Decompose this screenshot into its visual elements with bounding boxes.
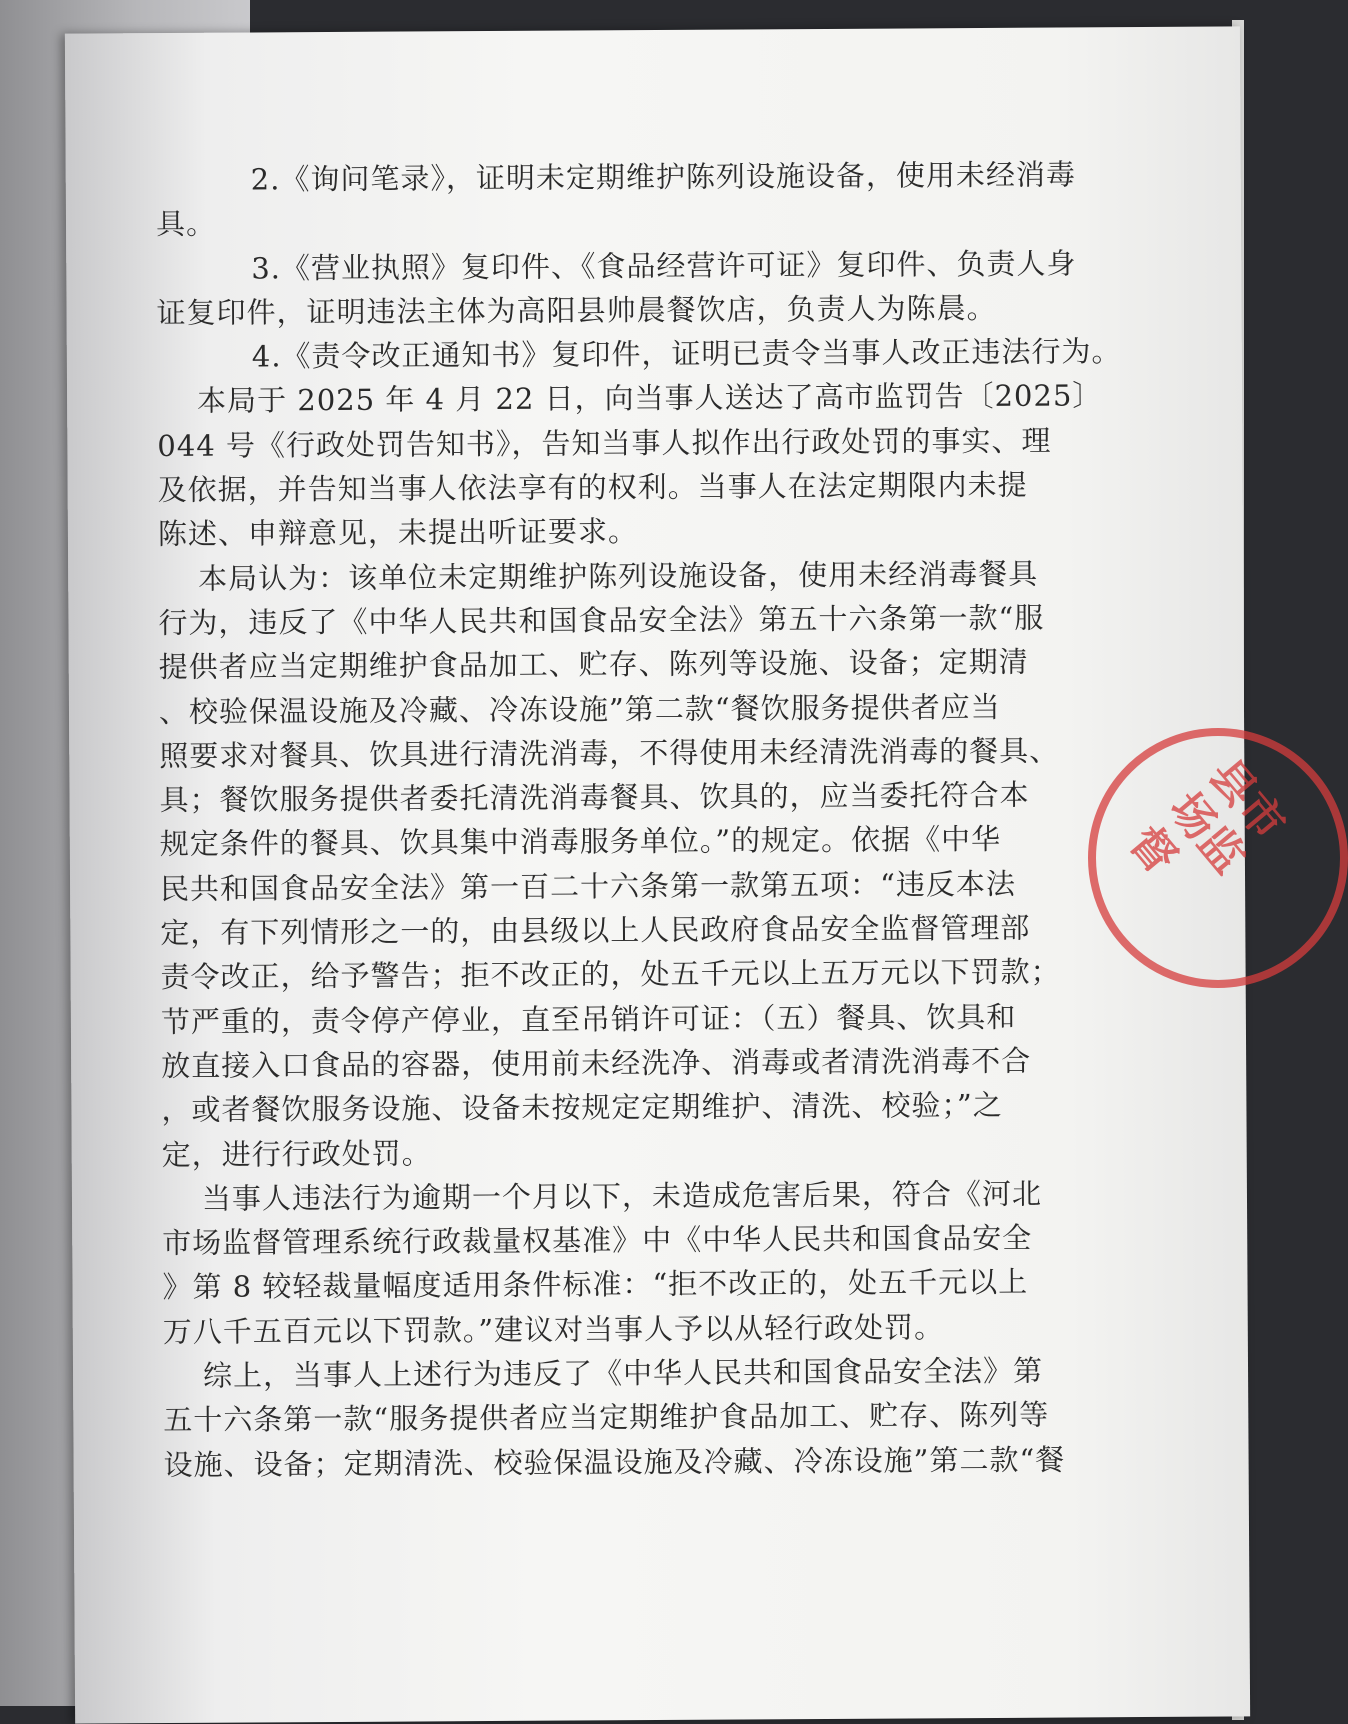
document-line: 本局于 2025 年 4 月 22 日，向当事人送达了高市监罚告〔2025〕: [196, 378, 1103, 419]
document-line: 定，进行行政处罚。: [161, 1135, 432, 1172]
document-line: 2.《询问笔录》，证明未定期维护陈列设施设备，使用未经消毒: [250, 157, 1077, 197]
document-line: 当事人违法行为逾期一个月以下，未造成危害后果，符合《河北: [201, 1176, 1043, 1216]
document-line: 规定条件的餐具、饮具集中消毒服务单位。”的规定。依据《中华: [159, 822, 1002, 862]
document-line: 044 号《行政处罚告知书》，告知当事人拟作出行政处罚的事实、理: [157, 423, 1052, 463]
document-line: 万八千五百元以下罚款。”建议对当事人予以从轻行政处罚。: [162, 1309, 945, 1349]
document-line: 提供者应当定期维护食品加工、贮存、陈列等设施、设备；定期清: [158, 644, 1029, 685]
document-line: 3.《营业执照》复印件、《食品经营许可证》复印件、负责人身: [251, 246, 1077, 286]
document-line: 具；餐饮服务提供者委托清洗消毒餐具、饮具的，应当委托符合本: [159, 777, 1030, 818]
document-line: 本局认为：该单位未定期维护陈列设施设备，使用未经消毒餐具: [198, 556, 1039, 596]
document-line: 放直接入口食品的容器，使用前未经洗净、消毒或者清洗消毒不合: [161, 1043, 1032, 1083]
document-line: 市场监督管理系统行政裁量权基准》中《中华人民共和国食品安全: [162, 1220, 1033, 1261]
document-line: 责令改正，给予警告；拒不改正的，处五千元以上五万元以下罚款；: [160, 954, 1061, 995]
document-line: 、校验保温设施及冷藏、冷冻设施”第二款“餐饮服务提供者应当: [158, 689, 1001, 729]
document-line: 五十六条第一款“服务提供者应当定期维护食品加工、贮存、陈列等: [163, 1397, 1050, 1438]
document-line: 具。: [155, 206, 217, 242]
document-line: 行为，违反了《中华人民共和国食品安全法》第五十六条第一款“服: [158, 600, 1045, 641]
document-line: ，或者餐饮服务设施、设备未按规定定期维护、清洗、校验；”之: [161, 1088, 1003, 1128]
document-line: 》第 8 较轻裁量幅度适用条件标准：“拒不改正的，处五千元以上: [162, 1265, 1029, 1305]
document-line: 陈述、申辩意见，未提出听证要求。: [157, 514, 639, 552]
document-line: 4.《责令改正通知书》复印件，证明已责令当事人改正违法行为。: [251, 334, 1122, 374]
document-line: 节严重的，责令停产停业，直至吊销许可证：（五）餐具、饮具和: [160, 999, 1017, 1039]
document-line: 设施、设备；定期清洗、校验保温设施及冷藏、冷冻设施”第二款“餐: [163, 1442, 1066, 1482]
document-line: 照要求对餐具、饮具进行清洗消毒，不得使用未经清洗消毒的餐具、: [159, 733, 1060, 773]
document-line: 证复印件，证明违法主体为高阳县帅晨餐饮店，负责人为陈晨。: [156, 290, 997, 330]
document-line: 民共和国食品安全法》第一百二十六条第一款第五项：“违反本法: [159, 866, 1016, 906]
document-line: 综上，当事人上述行为违反了《中华人民共和国食品安全法》第: [202, 1353, 1044, 1393]
document-body: [156, 152, 1204, 1487]
document-line: 及依据，并告知当事人依法享有的权利。当事人在法定期限内未提: [157, 467, 1028, 508]
document-page: [65, 26, 1250, 1723]
document-line: 定，有下列情形之一的，由县级以上人民政府食品安全监督管理部: [160, 910, 1031, 951]
seal-lettering: 县市场监督: [1119, 749, 1295, 884]
